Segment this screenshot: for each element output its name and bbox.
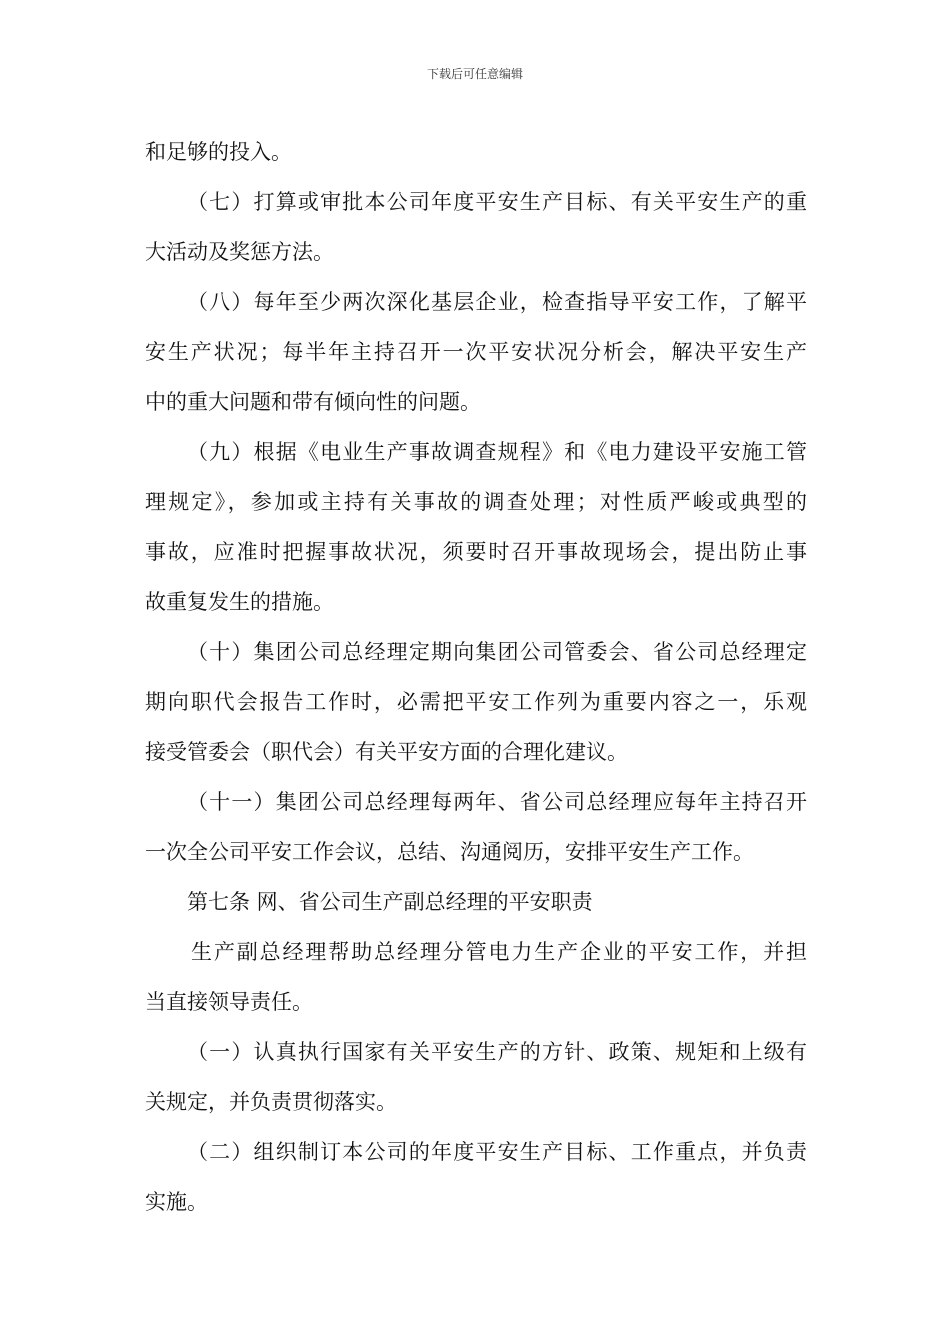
text-line: 期向职代会报告工作时，必需把平安工作列为重要内容之一，乐观 xyxy=(145,690,807,714)
text-line: 当直接领导责任。 xyxy=(145,990,313,1014)
text-line: （八）每年至少两次深化基层企业，检查指导平安工作，了解平 xyxy=(187,290,807,314)
section-heading: 第七条 网、省公司生产副总经理的平安职责 xyxy=(187,890,593,914)
text-line: 中的重大问题和带有倾向性的问题。 xyxy=(145,390,481,414)
text-line: 接受管委会（职代会）有关平安方面的合理化建议。 xyxy=(145,740,628,764)
text-line: 生产副总经理帮助总经理分管电力生产企业的平安工作，并担 xyxy=(191,940,807,964)
text-line: （九）根据《电业生产事故调查规程》和《电力建设平安施工管 xyxy=(187,440,807,464)
text-line: 事故，应准时把握事故状况，须要时召开事故现场会，提出防止事 xyxy=(145,540,807,564)
text-line: 关规定，并负责贯彻落实。 xyxy=(145,1090,397,1114)
text-line: （七）打算或审批本公司年度平安生产目标、有关平安生产的重 xyxy=(187,190,807,214)
text-line: 安生产状况；每半年主持召开一次平安状况分析会，解决平安生产 xyxy=(145,340,807,364)
text-line: （十）集团公司总经理定期向集团公司管委会、省公司总经理定 xyxy=(187,640,807,664)
text-line: 实施。 xyxy=(145,1190,208,1214)
text-line: 理规定》，参加或主持有关事故的调查处理；对性质严峻或典型的 xyxy=(145,490,807,514)
text-line: 一次全公司平安工作会议，总结、沟通阅历，安排平安生产工作。 xyxy=(145,840,754,864)
text-line: 大活动及奖惩方法。 xyxy=(145,240,334,264)
text-line: 故重复发生的措施。 xyxy=(145,590,334,614)
text-line: （一）认真执行国家有关平安生产的方针、政策、规矩和上级有 xyxy=(187,1040,807,1064)
page-header-note: 下载后可任意编辑 xyxy=(426,67,523,81)
text-line: （十一）集团公司总经理每两年、省公司总经理应每年主持召开 xyxy=(187,790,807,814)
document-body xyxy=(145,127,807,1227)
text-line: （二）组织制订本公司的年度平安生产目标、工作重点，并负责 xyxy=(187,1140,807,1164)
text-line: 和足够的投入。 xyxy=(145,140,292,164)
